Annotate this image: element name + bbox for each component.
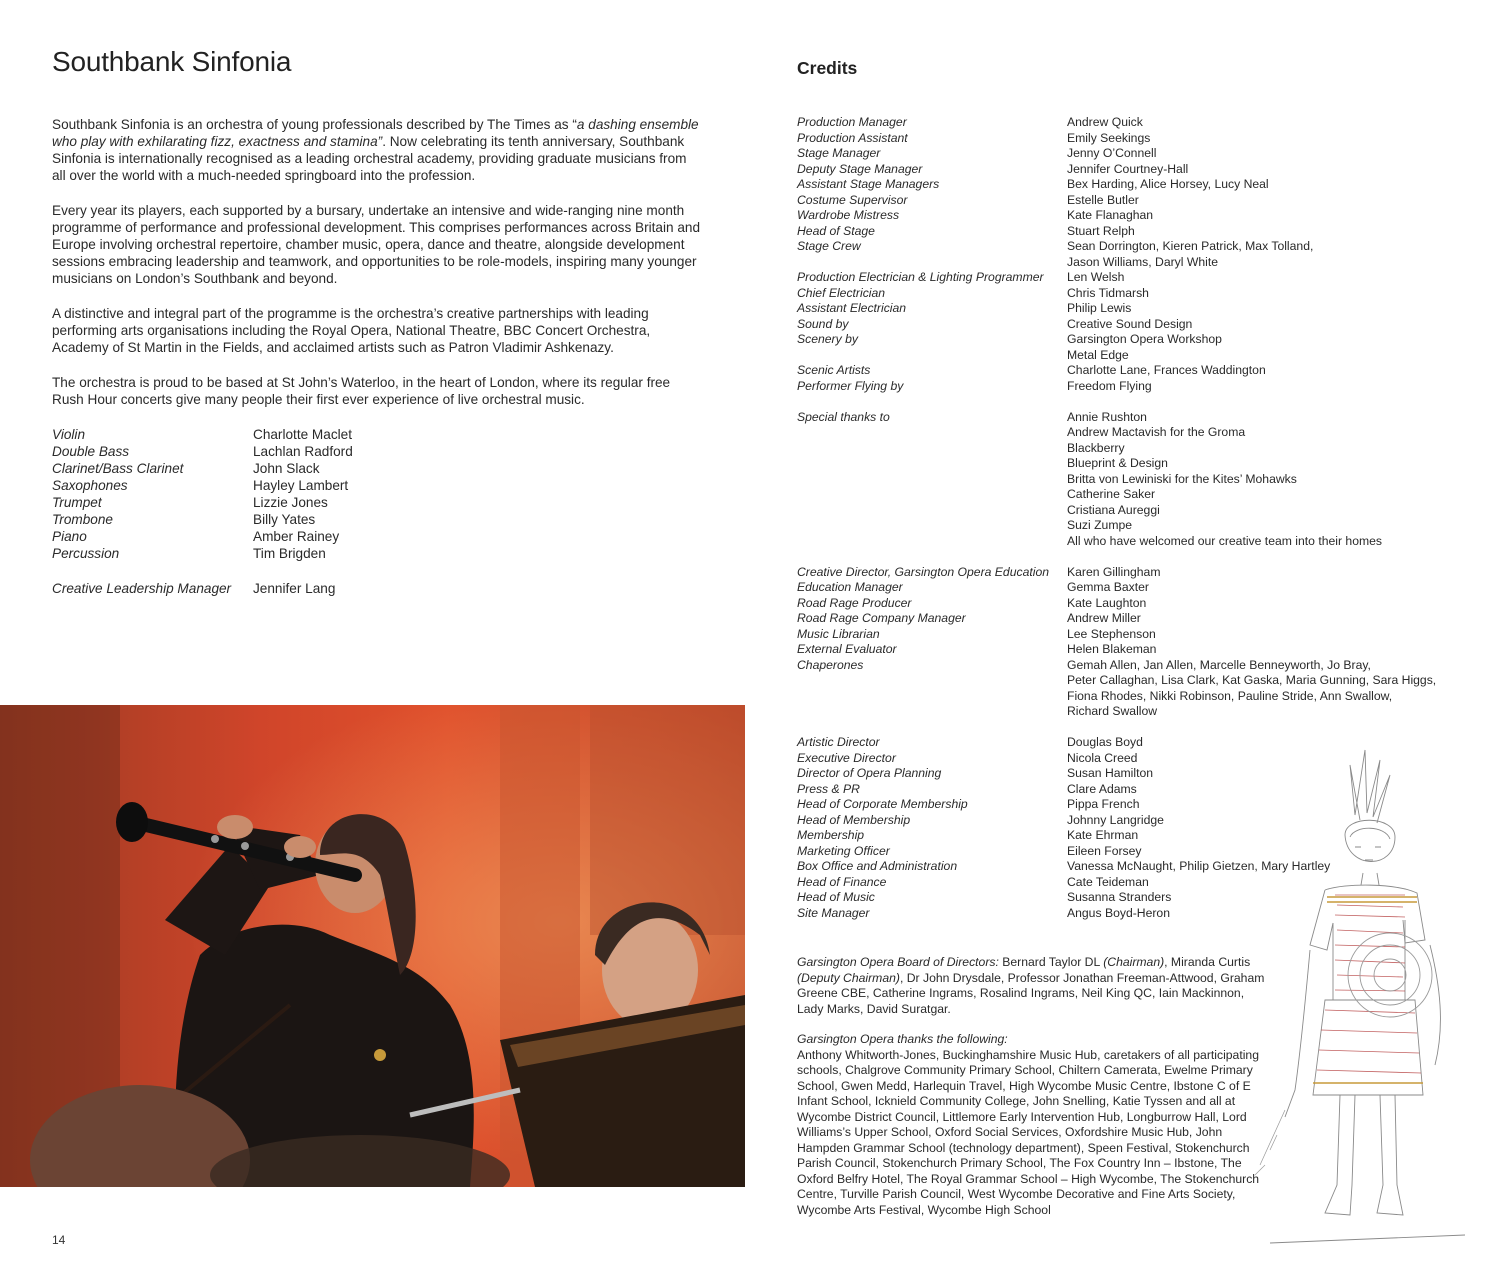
roster-name: John Slack — [253, 461, 320, 476]
roster-row — [52, 494, 412, 511]
credit-name: Lee Stephenson — [1067, 626, 1156, 641]
credit-name: Vanessa McNaught, Philip Gietzen, Mary Hartley — [1067, 859, 1331, 873]
credit-row — [797, 689, 1457, 705]
credit-row — [797, 193, 1457, 209]
credit-row — [797, 301, 1457, 317]
credits-spacer — [797, 549, 1457, 565]
credit-role: Road Rage Producer — [797, 595, 912, 610]
credit-name: Gemma Baxter — [1067, 580, 1149, 594]
credit-row — [797, 146, 1457, 162]
thanks-item: Annie Rushton — [1067, 409, 1147, 424]
partnerships-paragraph: A distinctive and integral part of the programme is the orchestra’s creative partnerships with leading performing arts organisations including the Royal Opera, National Theatre, BBC Concert Orchestra, Academy of St Martin in the Fields, and acclaimed artists such as Patron Vladimir Ashkenazy. — [52, 306, 651, 355]
credit-name: Emily Seekings — [1067, 130, 1151, 145]
credit-row — [797, 580, 1457, 596]
credit-role — [797, 689, 1067, 705]
credit-role: Membership — [797, 828, 865, 842]
board-of-directors — [797, 955, 1267, 1017]
thanks-label — [797, 1032, 1267, 1048]
credit-name: Garsington Opera Workshop — [1067, 332, 1222, 346]
page-number: 14 — [52, 1233, 66, 1247]
roster-role: Saxophones — [52, 478, 128, 493]
credit-role: Chaperones — [797, 657, 864, 672]
credit-row — [797, 255, 1457, 271]
roster-role: Piano — [52, 529, 87, 544]
credit-row — [797, 162, 1457, 178]
credit-role — [797, 348, 1067, 364]
credit-role — [797, 673, 1067, 689]
credit-row — [797, 208, 1457, 224]
credit-name: Clare Adams — [1067, 781, 1137, 796]
thanks-item: Andrew Mactavish for the Groma — [1067, 425, 1246, 439]
credit-row — [797, 363, 1457, 379]
board-label: Garsington Opera Board of Directors: — [797, 955, 999, 969]
roster-role: Clarinet/Bass Clarinet — [52, 461, 184, 476]
credit-name: Richard Swallow — [1067, 704, 1158, 718]
special-thanks-block — [797, 410, 1457, 550]
roster-role: Double Bass — [52, 444, 130, 459]
thanks-item: Suzi Zumpe — [1067, 518, 1133, 532]
credit-row — [797, 131, 1457, 147]
credit-name: Stuart Relph — [1067, 223, 1135, 238]
roster-role: Violin — [52, 427, 86, 442]
credit-name: Kate Laughton — [1067, 595, 1147, 610]
programme-paragraph: Every year its players, each supported by a bursary, undertake an intensive and wide-ranging nine month programme of performance and professional development. This comprises performances across Britain and Europe involving orchestral repertoire, chamber music, opera, dance and theatre, alongside development sessions embracing leadership and teamwork, and opportunities to be role-models, inspiring many younger musicians on London’s Southbank and beyond. — [52, 203, 701, 286]
credit-role: Site Manager — [797, 905, 870, 920]
credit-role: Head of Stage — [797, 223, 875, 238]
roster-name: Tim Brigden — [253, 546, 326, 561]
credit-role: Costume Supervisor — [797, 192, 908, 207]
credit-role: Head of Corporate Membership — [797, 797, 968, 811]
credit-role: Artistic Director — [797, 735, 880, 749]
credit-role: Scenic Artists — [797, 363, 871, 377]
credit-role: Creative Director, Garsington Opera Education — [797, 564, 1049, 579]
credit-role: Marketing Officer — [797, 843, 890, 858]
credit-name: Karen Gillingham — [1067, 564, 1161, 579]
credit-name: Peter Callaghan, Lisa Clark, Kat Gaska, Maria Gunning, Sara Higgs, — [1067, 673, 1437, 687]
credit-name: Cate Teideman — [1067, 874, 1149, 889]
credit-name: Douglas Boyd — [1067, 735, 1143, 749]
roster-role: Trombone — [52, 512, 113, 527]
credit-role: Performer Flying by — [797, 378, 904, 393]
credit-row — [797, 115, 1457, 131]
credit-name: Kate Flanaghan — [1067, 208, 1154, 222]
credit-role: Stage Manager — [797, 146, 881, 160]
credit-role — [797, 255, 1067, 271]
roster-role: Creative Leadership Manager — [52, 581, 232, 596]
credit-row — [797, 565, 1457, 581]
credit-name: Jenny O’Connell — [1067, 146, 1157, 160]
board-text-2: , Miranda Curtis — [1164, 955, 1251, 969]
credits-heading: Credits — [797, 58, 858, 78]
board-text-3: , Dr John Drysdale, Professor Jonathan Freeman-Attwood, Graham Greene CBE, Catherine Ingrams, Rosalind Ingrams, Neil King QC, Iain Mackinnon, Lady Marks, David Suratgar. — [797, 970, 1265, 1016]
board-deputy: (Deputy Chairman) — [797, 970, 900, 985]
credit-name: Eileen Forsey — [1067, 843, 1142, 858]
roster-row — [52, 511, 412, 528]
thanks-item: Catherine Saker — [1067, 487, 1156, 501]
credit-role: Music Librarian — [797, 626, 880, 641]
credit-role: Assistant Electrician — [797, 301, 907, 315]
board-chairman: (Chairman) — [1103, 955, 1165, 969]
credit-row — [797, 332, 1457, 348]
page-title: Southbank Sinfonia — [52, 46, 292, 77]
credit-row — [797, 379, 1457, 395]
credit-name: Bex Harding, Alice Horsey, Lucy Neal — [1067, 177, 1269, 191]
roster-name: Jennifer Lang — [253, 581, 336, 596]
roster-name: Lachlan Radford — [253, 444, 353, 459]
credit-name: Nicola Creed — [1067, 750, 1138, 765]
roster-name: Lizzie Jones — [253, 495, 328, 510]
credit-name: Fiona Rhodes, Nikki Robinson, Pauline Stride, Ann Swallow, — [1067, 688, 1393, 703]
credit-name: Helen Blakeman — [1067, 642, 1157, 656]
credit-role: Box Office and Administration — [797, 859, 958, 873]
credit-name: Angus Boyd-Heron — [1067, 905, 1170, 920]
roster-row — [52, 528, 412, 545]
roster-role: Trumpet — [52, 495, 102, 510]
credit-name: Andrew Quick — [1067, 115, 1143, 129]
credit-row — [797, 596, 1457, 612]
venue-paragraph: The orchestra is proud to be based at St John’s Waterloo, in the heart of London, where its regular free Rush Hour concerts give many people their first ever experience of live orchestral music. — [52, 375, 671, 407]
credit-row — [797, 348, 1457, 364]
roster-name: Billy Yates — [253, 512, 316, 527]
credit-name: Pippa French — [1067, 797, 1140, 811]
special-thanks-list — [1067, 410, 1457, 550]
thanks-item: Cristiana Aureggi — [1067, 502, 1160, 517]
credit-role: Special thanks to — [797, 409, 890, 424]
roster-row — [52, 545, 412, 562]
orchestra-roster — [52, 426, 412, 597]
credit-row — [797, 658, 1457, 674]
credit-row — [797, 286, 1457, 302]
credit-role: Sound by — [797, 316, 849, 331]
credits-spacer — [797, 720, 1457, 736]
credit-role: Education Manager — [797, 580, 903, 594]
credit-name: Susanna Stranders — [1067, 890, 1172, 904]
roster-row — [52, 477, 412, 494]
intro-text-b: . Now celebrating its tenth anniversary, Southbank Sinfonia is internationally recognised as a leading orchestral academy, providing graduate musicians from all over the world with a much-needed springboard into the profession. — [52, 134, 687, 183]
credit-name: Gemah Allen, Jan Allen, Marcelle Benneyworth, Jo Bray, — [1067, 657, 1371, 672]
roster-name: Charlotte Maclet — [253, 427, 352, 442]
credit-role: Chief Electrician — [797, 285, 886, 300]
credit-role: Production Assistant — [797, 130, 908, 145]
credit-name: Creative Sound Design — [1067, 316, 1193, 331]
roster-row — [52, 426, 412, 443]
clarinettist-photo — [0, 705, 745, 1187]
credit-name: Chris Tidmarsh — [1067, 285, 1149, 300]
credit-name: Johnny Langridge — [1067, 812, 1164, 827]
credit-role: Head of Music — [797, 890, 875, 904]
credit-role: Assistant Stage Managers — [797, 177, 940, 191]
credit-row — [797, 642, 1457, 658]
roster-row — [52, 580, 412, 597]
credit-name: Freedom Flying — [1067, 378, 1152, 393]
roster-row — [52, 460, 412, 477]
credit-role: Stage Crew — [797, 239, 861, 253]
credit-row — [797, 627, 1457, 643]
credit-row — [797, 239, 1457, 255]
intro-text-a: Southbank Sinfonia is an orchestra of young professionals described by The Times as “ — [52, 117, 577, 132]
credit-name: Sean Dorrington, Kieren Patrick, Max Tolland, — [1067, 239, 1314, 253]
credit-row — [797, 704, 1457, 720]
thanks-text: Anthony Whitworth-Jones, Buckinghamshire Music Hub, caretakers of all participating schools, Chalgrove Community Primary School, Chiltern Camerata, Ewelme Primary School, Gwen Medd, Harlequin Travel, High Wycombe Music Centre, Ibstone C of E Infant School, Icknield Community College, John Snelling, Katie Tyssen and all at Wycombe District Council, Littlemore Early Intervention Hub, Longburrow Hall, Lord Williams’s Upper School, Oxford Social Services, Oxfordshire Music Hub, John Hampden Grammar School (technology department), Speen Festival, Stokenchurch Parish Council, Stokenchurch Primary School, The Fox Country Inn – Ibstone, The Oxford Belfry Hotel, The Royal Grammar School – High Wycombe, The Stokenchurch Centre, Turville Parish Council, West Wycombe Decorative and Fine Arts Society, Wycombe Arts Festival, Wycombe High School — [797, 1047, 1260, 1217]
credit-name: Charlotte Lane, Frances Waddington — [1067, 363, 1266, 377]
credit-role: External Evaluator — [797, 642, 897, 656]
roster-row — [52, 443, 412, 460]
credit-row — [797, 317, 1457, 333]
roster-role: Percussion — [52, 546, 120, 561]
credit-row — [797, 611, 1457, 627]
thanks-item: All who have welcomed our creative team into their homes — [1067, 533, 1382, 548]
thanks-item: Blueprint & Design — [1067, 456, 1168, 470]
thanks-item: Britta von Lewiniski for the Kites’ Mohawks — [1067, 471, 1297, 486]
credit-row — [797, 224, 1457, 240]
credit-role — [797, 704, 1067, 720]
thanks-label-text: Garsington Opera thanks the following: — [797, 1032, 1008, 1046]
times-quote: a dashing ensemble who play with exhilarating fizz, exactness and stamina” — [52, 117, 699, 149]
credit-name: Andrew Miller — [1067, 611, 1141, 625]
credit-name: Kate Ehrman — [1067, 828, 1139, 842]
credit-role: Director of Opera Planning — [797, 766, 942, 780]
credit-name: Philip Lewis — [1067, 301, 1132, 315]
intro-paragraph — [52, 116, 702, 184]
credit-role: Wardrobe Mistress — [797, 208, 900, 222]
credit-role: Scenery by — [797, 332, 858, 346]
credit-name: Estelle Butler — [1067, 192, 1139, 207]
costume-sketch — [1255, 745, 1470, 1245]
board-and-thanks — [797, 955, 1267, 1218]
credits-group-production — [797, 115, 1457, 394]
roster-rows — [52, 426, 412, 562]
credit-role: Press & PR — [797, 781, 860, 796]
credit-role: Head of Membership — [797, 812, 911, 827]
credit-row — [797, 177, 1457, 193]
credit-name: Metal Edge — [1067, 347, 1129, 362]
credit-name: Susan Hamilton — [1067, 766, 1154, 780]
thanks-item: Blackberry — [1067, 440, 1125, 455]
credit-role: Executive Director — [797, 750, 896, 765]
roster-name: Hayley Lambert — [253, 478, 349, 493]
credit-role: Production Manager — [797, 115, 907, 129]
credit-role: Deputy Stage Manager — [797, 161, 923, 176]
credit-name: Len Welsh — [1067, 270, 1125, 284]
credits-group-education — [797, 565, 1457, 720]
credit-row — [797, 673, 1457, 689]
credit-row — [797, 270, 1457, 286]
credit-name: Jennifer Courtney-Hall — [1067, 161, 1189, 176]
credit-role: Head of Finance — [797, 874, 887, 889]
credit-role: Road Rage Company Manager — [797, 611, 966, 625]
roster-name: Amber Rainey — [253, 529, 340, 544]
credit-role: Production Electrician & Lighting Programmer — [797, 270, 1044, 284]
credits-spacer — [797, 394, 1457, 410]
board-text-1: Bernard Taylor DL — [998, 955, 1104, 969]
credit-name: Jason Williams, Daryl White — [1067, 254, 1219, 269]
